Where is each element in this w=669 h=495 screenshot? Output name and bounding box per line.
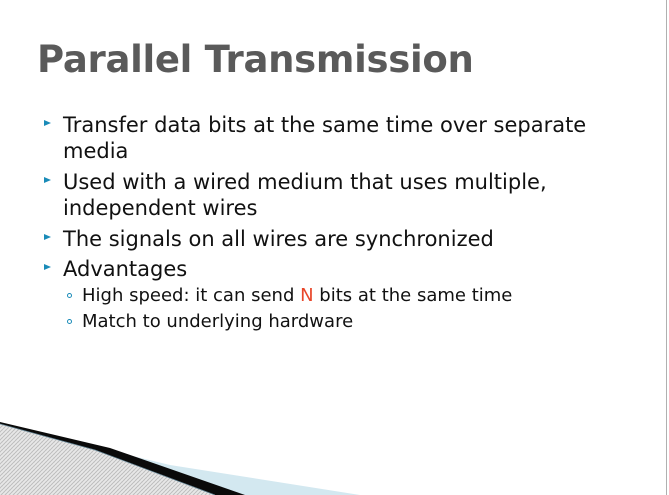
triangle-bullet-icon [44, 120, 51, 126]
circle-bullet-icon [67, 293, 72, 298]
bullet-item [63, 169, 623, 221]
bullet-item [63, 256, 623, 282]
sub-bullet-text: bits at the same time [313, 285, 513, 306]
bullet-text: The signals on all wires are synchronized [63, 227, 494, 251]
sub-bullet-text: High speed: it can send [82, 285, 301, 306]
sub-bullet-item [82, 284, 642, 308]
bullet-text: Transfer data bits at the same time over separate media [63, 113, 587, 163]
triangle-bullet-icon [44, 234, 51, 240]
slide-title: Parallel Transmission [37, 38, 474, 81]
sub-bullet-item [82, 310, 642, 334]
bullet-item [63, 226, 623, 252]
sub-bullet-text: Match to underlying hardware [82, 311, 354, 332]
bullet-item [63, 112, 623, 164]
circle-bullet-icon [67, 319, 72, 324]
highlight-n: N [300, 285, 314, 306]
bullet-text: Used with a wired medium that uses multiple, independent wires [63, 170, 547, 220]
triangle-bullet-icon [44, 177, 51, 183]
triangle-bullet-icon [44, 264, 51, 270]
bullet-text: Advantages [63, 257, 188, 281]
